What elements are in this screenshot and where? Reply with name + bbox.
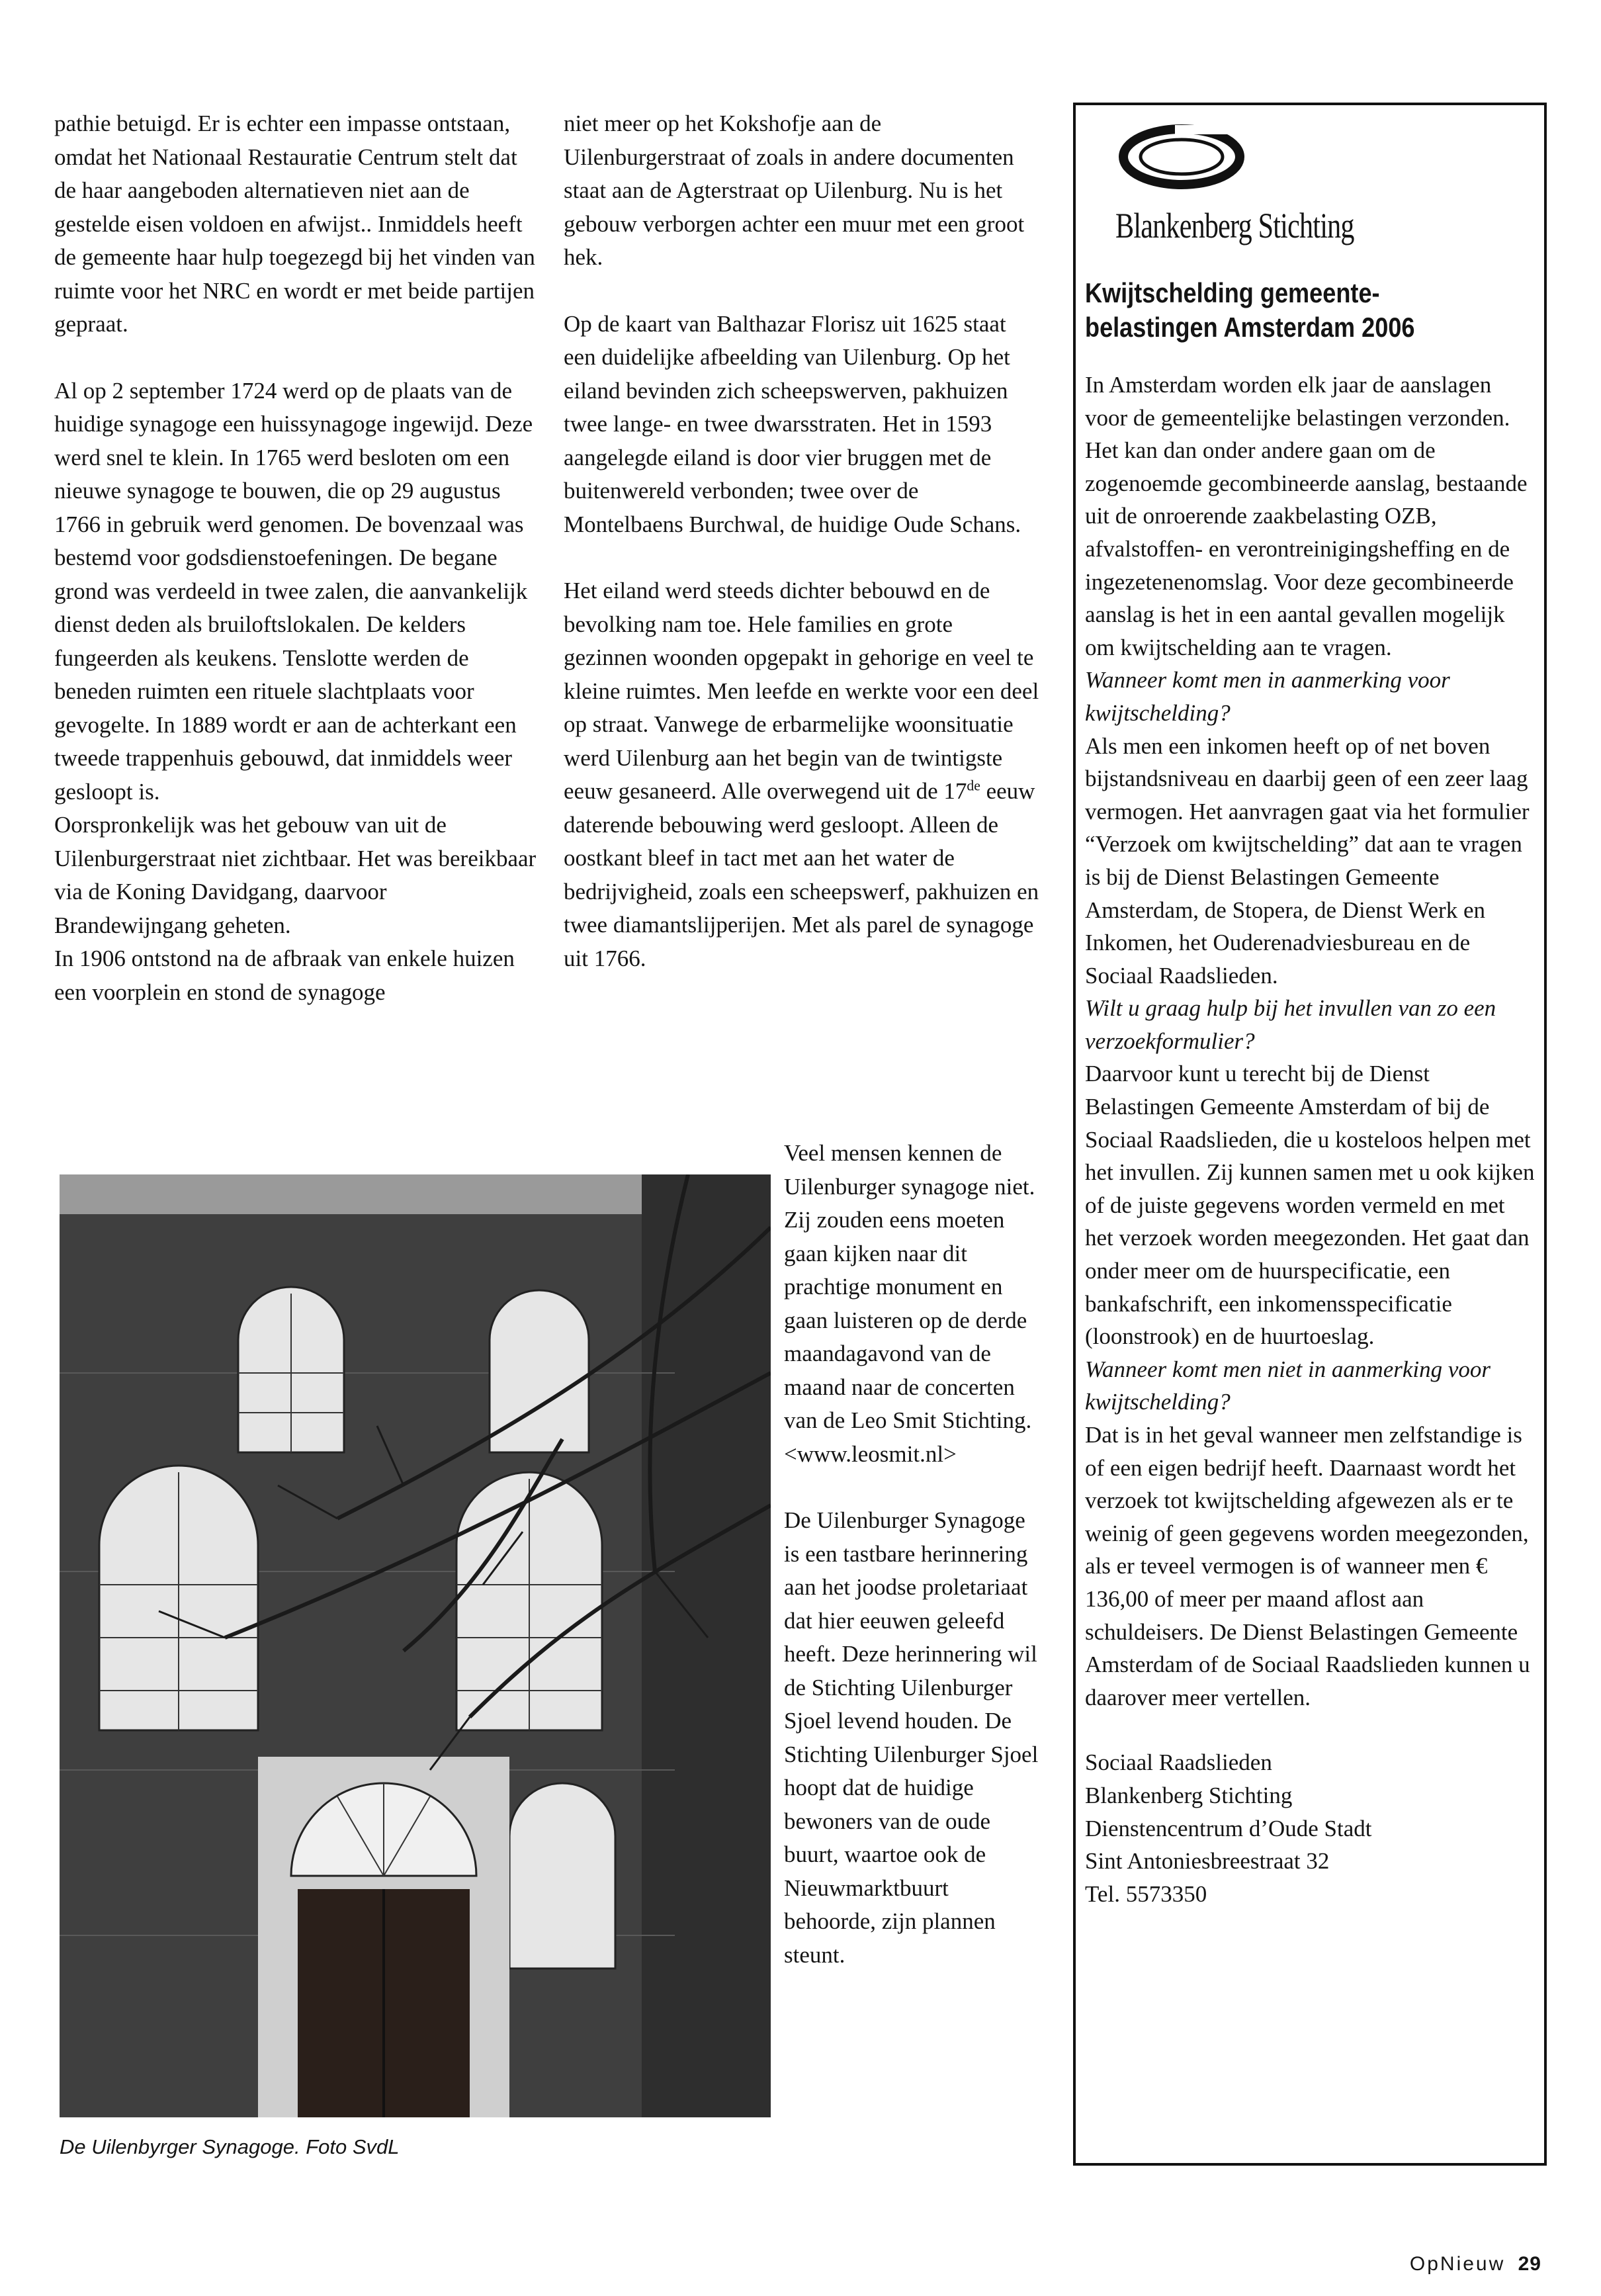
paragraph: Dat is in het geval wanneer men zelfstandige is of een eigen bedrijf heeft. Daarnaast wordt het verzoek tot kwijtschelding afgewezen als er te weinig of geen gegevens worden meegezonden, als er teveel vermogen is of wanneer men € 136,00 of meer per maand aflost aan schuldeisers. De Dienst Belastingen Gemeente Amsterdam of de Sociaal Raadslieden kunnen u daarover meer vertellen. — [1085, 1422, 1530, 1710]
paragraph — [564, 574, 1040, 975]
article-column-2 — [564, 107, 1040, 975]
contact-line: Tel. 5573350 — [1085, 1880, 1207, 1907]
question: Wilt u graag hulp bij het invullen van zo een verzoekformulier? — [1085, 995, 1496, 1054]
photo-caption: De Uilenbyrger Synagoge. Foto SvdL — [60, 2135, 400, 2158]
paragraph: In 1906 ontstond na de afbraak van enkele huizen een voorplein en stond de synagoge — [54, 946, 515, 1005]
paragraph: Op de kaart van Balthazar Florisz uit 1625 staat een duidelijke afbeelding van Uilenburg. Op het eiland bevinden zich scheepswerven, pakhuizen twee lange- en twee dwarsstraten. Het in 1593 aangelegde eiland is door vier bruggen met de buitenwereld verbonden; twee over de Montelbaens Burchwal, de huidige Oude Schans. — [564, 310, 1021, 537]
magazine-name: OpNieuw — [1409, 2253, 1506, 2275]
contact-block — [1085, 1746, 1537, 1910]
paragraph-text: Het eiland werd steeds dichter bebouwd en de bevolking nam toe. Hele families en grote gezinnen woonden opgepakt in gehorige en veel te kleine ruimtes. Men leefde en werkte voor een deel op straat. Vanwege de erbarmelijke woonsituatie werd Uilenburg aan het begin van de twintigste eeuw gesaneerd. Alle overwegend uit de 17 — [564, 578, 1039, 804]
ordinal-suffix: de — [967, 777, 980, 794]
article-column-3 — [784, 1137, 1045, 1972]
sidebar-heading — [1085, 276, 1449, 345]
heading-line: Kwijtschelding gemeente- — [1085, 277, 1380, 308]
org-name: Blankenberg Stichting — [1115, 206, 1354, 245]
paragraph: Daarvoor kunt u terecht bij de Dienst Belastingen Gemeente Amsterdam of bij de Sociaal Raadslieden, die u kosteloos helpen met het invullen. Zij kunnen samen met u ook kijken of de juiste gegevens worden vermeld en met het verzoek worden meegezonden. Het gaat dan onder meer om de huurspecificatie, een bankafschrift, een inkomensspecificatie (loonstrook) en de huurtoeslag. — [1085, 1061, 1535, 1350]
paragraph: Oorspronkelijk was het gebouw van uit de Uilenburgerstraat niet zichtbaar. Het was bereikbaar via de Koning Davidgang, daarvoor Brandewijngang geheten. — [54, 812, 537, 938]
paragraph: Al op 2 september 1724 werd op de plaats van de huidige synagoge een huissynagoge ingewijd. Deze werd snel te klein. In 1765 werd besloten om een nieuwe synagoge te bouwen, die op 29 augustus 1766 in gebruik werd genomen. De bovenzaal was bestemd voor godsdienstoefeningen. De begane grond was verdeeld in twee zalen, die aanvankelijk dienst deden als bruiloftslokalen. De kelders fungeerden als keukens. Tenslotte werden de beneden ruimten een rituele slachtplaats voor gevogelte. In 1889 wordt er aan de achterkant een tweede trappenhuis gebouwd, dat inmiddels weer gesloopt is. — [54, 377, 533, 805]
article-column-1 — [54, 107, 541, 1009]
paragraph: niet meer op het Kokshofje aan de Uilenburgerstraat of zoals in andere documenten staat aan de Agterstraat op Uilenburg. Nu is het gebouw verborgen achter een muur met een groot hek. — [564, 110, 1025, 270]
synagogue-facade-illustration — [60, 1174, 771, 2117]
contact-line: Sint Antoniesbreestraat 32 — [1085, 1848, 1330, 1875]
blankenberg-logo-icon — [1109, 118, 1248, 191]
question: Wanneer komt men niet in aanmerking voor kwijtschelding? — [1085, 1356, 1491, 1415]
contact-line: Blankenberg Stichting — [1085, 1782, 1293, 1808]
contact-line: Sociaal Raadslieden — [1085, 1749, 1272, 1776]
paragraph: In Amsterdam worden elk jaar de aanslagen voor de gemeentelijke belastingen verzonden. Het kan dan onder andere gaan om de zogenoemde gecombineerde aanslag, bestaande uit de onroerende zaakbelasting OZB, afvalstoffen- en verontreinigingsheffing en de ingezetenenomslag. Voor deze gecombineerde aanslag is het in een aantal gevallen mogelijk om kwijtschelding aan te vragen. — [1085, 372, 1528, 660]
sidebar-box — [1073, 103, 1547, 2166]
paragraph: pathie betuigd. Er is echter een impasse ontstaan, omdat het Nationaal Restauratie Centrum stelt dat de haar aangeboden alternatieven niet aan de gestelde eisen voldoen en afwijst.. Inmiddels heeft de gemeente haar hulp toegezegd bij het vinden van ruimte voor het NRC en wordt er met beide partijen gepraat. — [54, 110, 535, 337]
synagogue-photo — [60, 1174, 771, 2117]
paragraph: Veel mensen kennen de Uilenburger synagoge niet. Zij zouden eens moeten gaan kijken naar dit prachtige monument en gaan luisteren op de derde maandagavond van de maand naar de concerten van de Leo Smit Stichting. — [784, 1140, 1035, 1433]
question: Wanneer komt men in aanmerking voor kwijtschelding? — [1085, 667, 1450, 726]
sidebar-body — [1085, 369, 1537, 1910]
page-footer — [1410, 2253, 1541, 2275]
page-number: 29 — [1518, 2253, 1541, 2275]
paragraph: Als men een inkomen heeft op of net boven bijstandsniveau en daarbij geen of een zeer laag vermogen. Het aanvragen gaat via het formulier “Verzoek om kwijtschelding” dat aan te vragen is bij de Dienst Belastingen Gemeente Amsterdam, de Stopera, de Dienst Werk en Inkomen, het Ouderenadviesbureau en de Sociaal Raadslieden. — [1085, 732, 1530, 989]
heading-line: belastingen Amsterdam 2006 — [1085, 312, 1415, 343]
contact-line: Dienstencentrum d’Oude Stadt — [1085, 1815, 1372, 1841]
website-link[interactable]: <www.leosmit.nl> — [784, 1440, 957, 1467]
paragraph-text: eeuw daterende bebouwing werd gesloopt. Alleen de oostkant bleef in tact met aan het water de bedrijvigheid, zoals een scheepswerf, pakhuizen en twee diamantslijperijen. Met als parel de synagoge uit 1766. — [564, 778, 1039, 971]
paragraph: De Uilenburger Synagoge is een tastbare herinnering aan het joodse proletariaat dat hier eeuwen geleefd heeft. Deze herinnering wil de Stichting Uilenburger Sjoel levend houden. De Stichting Uilenburger Sjoel hoopt dat de huidige bewoners van de oude buurt, waartoe ook de Nieuwmarktbuurt behoorde, zijn plannen steunt. — [784, 1507, 1039, 1968]
